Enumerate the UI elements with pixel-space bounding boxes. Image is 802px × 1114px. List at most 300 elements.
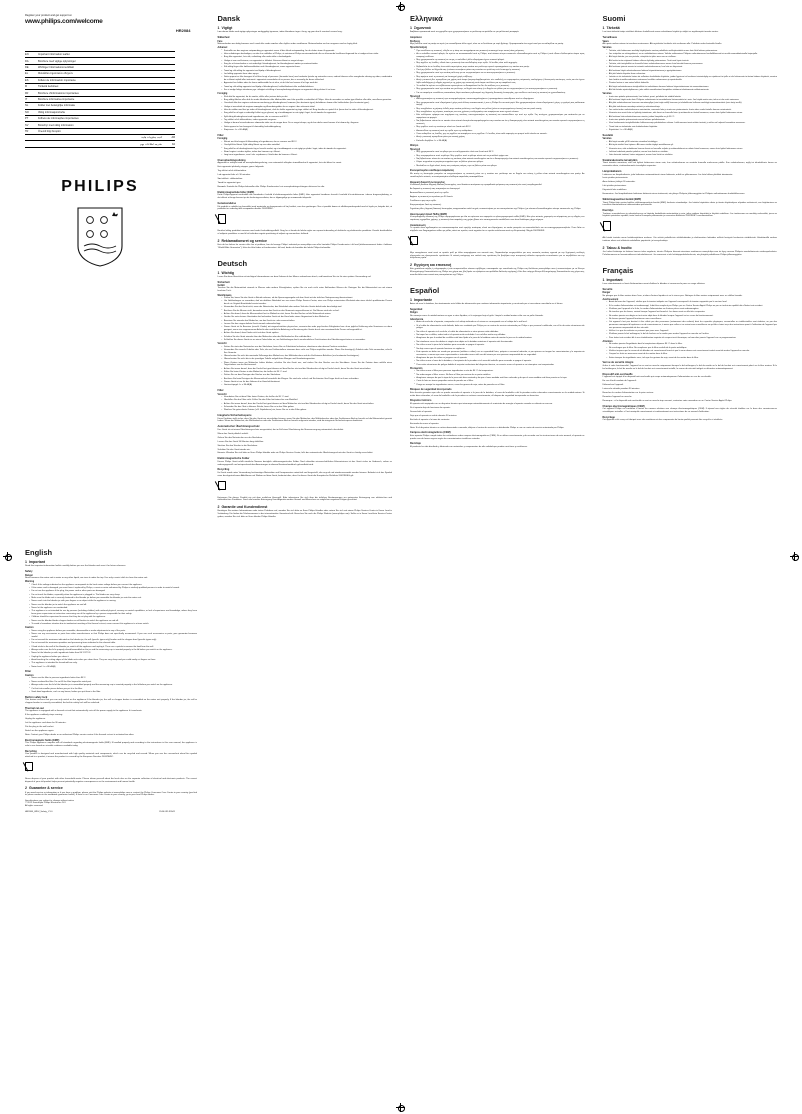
es-thermal-step-2: Deje que el aparato se enfríe durante 30 minutos. — [410, 414, 458, 417]
es-thermal-step-4: Encienda de nuevo el aparato. — [410, 422, 440, 425]
table-of-contents — [25, 51, 175, 148]
da-section-1-number: 1 — [217, 26, 220, 30]
list-item: • Coupez les fruits en morceaux avant de les mettre dans le filtre. — [607, 353, 778, 356]
list-item: • Avoid touching the cutting edges of the blade units when you clean them. They are very sharp and you could easily cut fingers on them. — [29, 659, 197, 662]
el-caution-heading: Προσοχή — [410, 96, 421, 98]
list-item: • Do not exceed the maximum quantities and processing times indicated in the relevant table. — [29, 642, 197, 645]
list-item: • Überschreiten Sie nicht die maximale Füllmenge des Mixbechers, des Mühlenbechers und der Zerkleinerer-Behälters (nur bestimmte Gerätetypen). — [222, 355, 393, 358]
list-item: • Lad aldrig apparatet køre uden opsyn. — [222, 73, 393, 76]
list-item: • Liota kuivatut tuotteet, kuten soijapavut, ennen kuin lisäät ne siivilään. — [607, 154, 778, 157]
toc-lang-code: AR — [171, 136, 176, 140]
toc-lang-code: FR — [25, 91, 29, 95]
da-intro: Læs denne folder med vigtige oplysninger omhyggeligt igennem, inden blenderen tages i brug, og gem den til eventuel senere brug. — [217, 31, 343, 34]
model-number: HR2084 — [175, 28, 191, 33]
en-thermal-step-4: Switch on the appliance again. — [25, 729, 55, 732]
crossed-out-wheelie-bin-icon — [218, 481, 226, 491]
list-item: • Kontrollér om den angivne netspænding på apparatet svarer til den lokale netspænding, før du slutter strøm til apparatet. — [222, 50, 393, 53]
registration-mark-right — [790, 552, 799, 561]
toc-lang-title: Önemli bilgi broşürü — [38, 129, 61, 133]
toc-row — [25, 141, 175, 147]
fi-recycling-text: Tuotteen suunnittelussa ja valmistuksessa on käytetty laadukkaita materiaaleja ja osia, jotka voidaan kierrättää ja käyttää uudelleen. Jos tuotteeseen on merkitty roskasäiliö, jossa on käytöstä poistettua symboli, tuote kuuluu Euroopan parlamentin ja neuvoston direktiivin 2002/96/EY soveltamisalaan. — [602, 212, 777, 218]
column-3 — [401, 14, 594, 1104]
toc-lang-title: Viktig informasjonshefte — [38, 110, 65, 114]
list-item: • Εάν κολλήσουν τρόφιμα στα τοιχώματα της κανάτας, απενεργοποιήστε τη συσκευή και αποσυνδέστε την από την πρίζα. Στη συνέχεια, χρησιμοποιήστε μια σπάτουλα για να αφαιρέσετε το φαγητό. — [414, 114, 585, 119]
list-item: • Ne surchargez pas le filtre. Ne remplissez pas le filtre au-delà de la partie métallique. — [607, 347, 778, 350]
list-item: • Veillez à ce que les enfants ne puissent pas jouer avec l'appareil. — [607, 330, 778, 333]
list-item: • Læg tørre ingredienser, som f.eks. sojabønner, i blød inden de kommes i filteret. — [222, 154, 393, 157]
el-recycling-text-2: Μην απορρίπτετε ποτέ αυτό το προϊόν μαζί με άλλα απορρίμματα του σπιτιού σας. Παρακαλούμε ενημερωθείτε για τους τοπικούς κανόνες σχετικά με την ξεχωριστή συλλογή ηλεκτρικών και ηλεκτρονικών προϊόντων. Η σωστή απόρριψη του παλιού σας προϊόντος θα βοηθήσει στην αποτροπή πιθανών αρνητικών επιπτώσεων για το περιβάλλον και την ανθρώπινη υγεία. — [410, 251, 585, 260]
el-danger-text: Μην βυθίζετε ποτέ το μοτέρ σε νερό ή σε οποιοδήποτε άλλο υγρό, ούτε να το ξεπλένετε με νερό βρύσης. Χρησιμοποιείτε ένα υγρό πανί για να καθαρίζετε το μοτέρ. — [410, 42, 564, 45]
fi-recycling-heading: Kierrätys — [602, 209, 614, 213]
de-section-2-number: 2 — [217, 505, 220, 510]
list-item: • Brug aldrig tilbehør eller dele fra andre fabrikanter eller tilbehør/dele som ikke specifikt er anbefalet af Philips. Hvis du anvender en sådan type tilbehør eller dele, annulleres garantien. — [222, 99, 393, 102]
list-item: • Αυτή η συσκευή δεν προορίζεται για χρήση από άτομα (συμπεριλαμβανομένων των παιδιών) με περιορισμένες σωματικές, αισθητήριες ή διανοητικές ικανότητες, εκτός και εάν έχουν λάβει καθοδήγηση ή οδηγίες σχετικά με τη χρήση της συσκευής από άτομο υπεύθυνο για την ασφάλειά τους. — [414, 79, 585, 84]
es-safety-heading: Seguridad — [410, 307, 423, 311]
es-warning-heading: Advertencia — [410, 319, 424, 322]
de-intro: Lesen Sie diese Broschüre mit wichtigen Informationen vor dem Gebrauch des Mixers aufmerksam durch, und bewahren Sie sie für eine spätere Verwendung auf. — [217, 275, 372, 278]
toc-lang-code: DA — [25, 59, 29, 63]
list-item: • Tænd og sluk aldrig for apparatet ved hjælp af blenderglasset. — [222, 70, 393, 73]
lang-heading-espanol: Español — [410, 285, 440, 295]
da-section-2-title: Reklamationsret og service — [221, 238, 267, 243]
legal-specs — [25, 800, 175, 814]
doc-code-2: 3140 035 32641 — [159, 811, 175, 814]
el-emf-heading: Ηλεκτρομαγνητικά Πεδία (EMF) — [410, 212, 448, 216]
list-item: • Αν το καλώδιο υποστεί φθορά, θα πρέπει να αντικατασταθεί από τη Philips, από κάποιο κέντρο επισκευών εξουσιοδοτημένο από τη Philips ή από εξίσου εξειδικευμένα άτομα προς αποφυγή κινδύνου. — [414, 53, 585, 58]
de-section-1-title: Wichtig — [221, 270, 235, 275]
el-filter-list — [410, 151, 585, 167]
fi-section-2-heading — [603, 246, 778, 250]
list-item: • Älä käytä sekoituskannua teräyksikköä tai sekoittimen kannua laitteen käynnistämiseen tai sammuttamiseen. — [607, 86, 778, 89]
list-item: • Laitetta ei ole tarkoitettu lasten tai sellaisten henkilöiden käyttöön, joiden fyysinen tai henkinen toimintakyky on rajoittunut tai joilla ei ole kokemusta tai tietoa laitteen käytöstä, muuten kuin heidän turvallisuudestaan vastaavan henkilön valvonnassa ja opastuksella. — [607, 76, 778, 81]
list-item: • Never use the filter to process ingredients hotter than 80°C. — [29, 677, 197, 680]
list-item: • Undgå at røre ved knivene, når apparatet er tilsluttet. Knivenes blevet er meget skarpe. — [222, 60, 393, 63]
toc-lang-code: EL — [25, 72, 29, 76]
list-item: • Soak dried ingredients, such as soy beans, before you put them in the filter. — [29, 691, 197, 694]
de-danger-heading: Gefahr — [217, 285, 225, 288]
list-item: • Älä ylitä taulukossa annettuja määriä ja valmistusaikoja. — [607, 106, 778, 109]
en-safety-heading: Safety — [25, 569, 33, 573]
de-filter-heading: Filter — [217, 389, 224, 393]
es-thermal-note: Nota: Si el disyuntor térmico se activa demasiado a menudo, diríjase al centro de servicio o a distribuidor Philips o con un centro de servicio autorizado por Philips. — [410, 426, 565, 429]
da-thermal-step-0: Hvis apparatet pludselig stopper, gøres følgende: — [217, 166, 265, 169]
fr-section-1-title: Important — [606, 277, 623, 282]
list-item: • Älä ylitä sekoituskannun kannuun maustemyllyn (vain tietyt mallit) kannuun ja teholeikkurin kulhoon merkittyjä enimmäismääriä (vain tietyt mallit). — [607, 102, 778, 105]
list-item: • Cut fruit into smaller pieces before you put it in the filter. — [29, 688, 197, 691]
lang-heading-greek: Ελληνικά — [410, 14, 443, 23]
en-danger-text: Never immerse the motor unit in water or any other liquid, nor rinse it under the tap. Use only a moist cloth to clean the motor unit. — [25, 576, 148, 579]
en-section-1-number: 1 — [25, 560, 27, 564]
da-emf-heading: Elektromagnetiske felter (EMF) — [217, 190, 255, 194]
list-item: • Ne laissez jamais l'appareil fonctionner sans surveillance. — [607, 318, 778, 321]
list-item: • Overfyld ikke filteret. Fyld aldrig filteret op over dets metaldel. — [222, 144, 393, 147]
fi-safety-lock-text: Tämä toiminto varmistaa, että voit kytkeä laitteeseen virran vain, kun sekoituskannu on asetettu kunnolla runko-osan päälle. Kun sekoituskannu, mylly tai teholeikkurin kannu on asennettu oikein, sisäänrakennettu turvakytkin vapautuu. — [602, 162, 777, 168]
da-section-1-title: Vigtigt — [221, 26, 233, 30]
en-thermal-heading: Thermal cut-out — [25, 706, 44, 710]
fi-emf-heading: Sähkömagneettiset kentät (EMF) — [602, 197, 642, 201]
fi-filter-caution-heading: Varoitus — [602, 138, 612, 141]
de-guarantee-text: Benötigen Sie weitere Informationen oder treten Probleme auf, wenden Sie sich bitte an Ihren Philips Händler oder setzen Sie sich mit einem Philips Service-Center in Ihrem Land in Verbindung. Die finden die Telefonnummer in der internationalen Garantieschrift. Besuchen Sie auch die Philips Website (www.philips.com). Sollte es in Ihrem Land kein Service-Center geben, wenden Sie sich bitte an Ihren lokalen Philips Händler. — [217, 510, 392, 518]
fi-caution-heading: Varoitus — [602, 93, 612, 96]
da-caution-heading: Forsigtig — [217, 93, 228, 96]
specs-line-1: Specifications are subject to change without notice — [25, 799, 75, 802]
es-intro: Antes de usar la batidora, lea atentamente este folleto de información que contiene información importante y consérvelo por si necesitara consultarlo en el futuro. — [410, 302, 563, 305]
list-item: • Älä koskaan työnnä sormia tai esineitä sekoituskannuun, kun laite on käynnissä. — [607, 66, 778, 69]
toc-lang-code: NO — [25, 110, 29, 114]
doc-code: HR2084_WEU_Safety_V1.0 — [25, 811, 53, 814]
en-thermal-step-2: Let the appliance cool down for 30 minutes. — [25, 722, 67, 724]
list-item: • To avoid a hazardous situation due to inadvertent resetting of the thermal cut-out, never connect this appliance to a timer switch. — [29, 623, 197, 626]
list-item: • Älä käytä laitetta, jos sen pistoke, virtajohto tai jokin muu osa on viallinen. — [607, 56, 778, 59]
toc-lang-title: دفترچه اطلاعات مهم — [140, 142, 163, 146]
fi-warning-heading: Varoitus — [602, 47, 612, 50]
toc-lang-title: Φυλλάδιο σημαντικών οδηγιών — [38, 72, 73, 76]
el-thermal-text: Η συσκευή διαθέτει θερμική διακοπή λειτουργίας, που διακόπτει αυτόματα την τροφοδοσία ρεύματος στη συσκευή εάν αυτή υπερθερμανθεί. — [410, 184, 543, 187]
da-emf-text: Dette Philips-apparat overholder alle standarder i forhold til elektromagnetiske felter (EMF). Hvis apparatet håndteres korrekt i henhold til instruktionerne i denne brugervejledning, er det sikkert at bruge baseret på de forskningsresultater, der er tilgængelige på nuværende tidspunkt. — [217, 194, 392, 200]
list-item: • Achten Sie immer darauf, dass der Deckel fest geschlossen auf dem Mixbecher sitzt und der Messbecher richtig im Deckel steckt, bevor Sie das Gerät einschalten. — [222, 403, 393, 406]
list-item: • For at undgå farlige situationer pga. utilsigtet nulstilling af overophedningssikringen må apparatet aldrig sluttes til en timer. — [222, 89, 393, 92]
list-item: • Μην χρησιμοποιείτε ποτέ το φίλτρο για να επεξεργαστείτε υλικά πιο ζεστά από 80°C. — [414, 151, 585, 154]
toc-lang-title: Folleto de información importante — [38, 78, 76, 82]
list-item: • Πριν συνδέσετε τη συσκευή, ελέγξτε αν η τάση που αναγράφεται στη συσκευή αντιστοιχεί στην τοπική τάση ρεύματος. — [414, 50, 585, 53]
list-item: • Schließen Sie dieses Gerät nie an einen Zeitschalter an, um Gefährdungen durch versehentliches Zurücksetzen des Überhitzungsschutzes zu vermeiden. — [222, 339, 393, 342]
list-item: • Antes de enchufar el aparato, compruebe si el voltaje indicado en el mismo se corresponde con el voltaje de la red local. — [414, 321, 585, 324]
de-safety-lock-heading: Integrierte Sicherheitssperre — [217, 414, 252, 418]
toc-lang-code: EN — [25, 53, 29, 57]
fi-filter-heading: Suodatin — [602, 133, 614, 137]
en-thermal-note: Note: Contact your Philips dealer or an authorised Philips service centre if the thermal cut-out is activated too often. — [25, 733, 135, 736]
fi-thermal-note: Huomautus: Jos lämpökatkaisin katkaisee laitteesta virran toistuvasti, ota yhteys Philipsin jälleenmyyjään tai Philipsin valtuuttamaan huoltoliikkeeseen. — [602, 193, 745, 196]
lang-heading-francais: Français — [602, 265, 634, 275]
list-item: • N'utilisez pas l'appareil si la fiche, le cordon d'alimentation ou d'autres pièces sont endommagées. — [607, 308, 778, 311]
list-item: • Μην υπερβαίνετε τη μέγιστη ένδειξη στην κανάτα μπλέντερ, στο δοχείο του μύλου (μόνο σε συγκεκριμένους τύπους) και στο μπολ κοπής. — [414, 108, 585, 111]
de-thermal-step-0: Wenn das Gerät plötzlich anhält: — [217, 432, 249, 435]
list-item: • Berühren Sie die Messer nicht, besonders wenn das Gerät an das Stromnetz angeschlossen ist. Die Messer sind sehr scharf. — [222, 310, 393, 313]
list-item: • Avant de brancher l'appareil, vérifiez que la tension indiquée sur l'appareil correspond à la tension supportée par le secteur local. — [607, 301, 778, 304]
list-item: • Skær frugten i mindre stykker, inden den kommes op i filteret. — [222, 151, 393, 154]
list-item: • Asegúrese siempre de que la tapa de la jarra esté bien montada y de que el vaso medidor esté bien colocado y de que el vaso medidor esté bien puesto en la tapa. — [414, 377, 585, 380]
de-thermal-note: Hinweis: Wenden Sie sich bitte an Ihren Philips Händler oder ein Philips Service-Center, falls der automatische Überhitzungsschutz das Gerät zu häufig ausschaltet. — [217, 452, 373, 455]
en-recycling-text: Your product is designed and manufactured with high quality materials and components, which can be recycled and reused. When you see the crossed-out wheel bin symbol attached to a product, it means the product is covered by the European Directive 2002/96/EC. — [25, 753, 197, 758]
toc-lang-code: IT — [25, 98, 28, 102]
fr-thermal-step-3: Branchez le cordon d'alimentation sur la prise secteur. — [602, 391, 654, 394]
da-danger-text: Motorenheden må aldrig kommes ned i vand eller andre væsker eller skylles under vandhanen. Motorenheden må kun rengøres med en fugtig klud. — [217, 42, 358, 45]
en-section-1-heading — [25, 560, 197, 564]
list-item: • Hvis der sidder mad fast på siden af blenderglasset, skal du slukke apparatet og tage stikket ud. Brug derefter en spatel til at fjerne den fra siden af blenderglasset. — [222, 109, 393, 112]
list-item: • Ponga en remojo los ingredientes secos, como las granos de soja, antes de ponerlos en el filtro. — [414, 384, 585, 387]
de-section-1-heading — [218, 271, 393, 275]
list-item: • No utilice nunca el filtro para procesar ingredientes a más de 80 °C de temperatura. — [414, 370, 585, 373]
es-danger-text: No sumerja nunca la unidad motora en agua u otros líquidos, ni la enjuague bajo el grifo. Limpie la unidad motora sólo con un paño húmedo. — [410, 314, 544, 317]
da-filter-heading: Filter — [217, 133, 224, 137]
list-item: • Pienten lasten ei saa antaa leikkiä laitteella. — [607, 82, 778, 85]
en-safety-lock-text: This feature ensures that you can only switch on the appliance if the blender jar, the mill or chopper beaker is assembled on the motor unit properly. If the blender jar, the mill or chopper beaker is correctly assembled, the built-in safety lock will be unlocked. — [25, 699, 197, 704]
list-item: • Sørg altid for at låget er ordentligt lukket og på glasset, og at målebægeret er sat rigtigt i låget, før du tænder for apparatet. — [222, 112, 393, 115]
de-safety-heading: Sicherheit — [217, 280, 230, 284]
es-section-1-heading — [410, 298, 585, 302]
fi-thermal-step-2: Liitä pistoke pistorasiaan. — [602, 185, 627, 188]
da-thermal-step-3: Sæt stikket i stikkontakten. — [217, 178, 243, 181]
brand-logo-area — [25, 178, 175, 268]
list-item: • Berühren Sie beim Reinigen der Messereinheit keinesfalls die Klingen. Sie sind sehr scharf, und Sie könnten Ihre Finger leicht an ihnen schneiden. — [222, 378, 393, 381]
list-item: • Never use any accessories or parts from other manufacturers or that Philips does not specifically recommend. If you use such accessories or parts, your guarantee becomes invalid. — [29, 633, 197, 638]
list-item: • Ziehen Sie stets den Netzstecker aus der Steckdose, bevor Sie ein Zubehörteil aufsetzen, abnehmen oder dessen Position verändern. — [222, 346, 393, 349]
fr-danger-text: Ne plongez pas le bloc moteur dans l'eau, ni dans d'autres liquides et ne le rincez pas. Nettoyez le bloc moteur uniquement avec un chiffon humide. — [602, 294, 743, 297]
fr-warning-heading: Avertissement — [602, 298, 619, 301]
list-item: • If food sticks to the wall of the blender jar, switch off the appliance and unplug it. Then use a spatula to remove the food from the wall. — [29, 646, 197, 649]
list-item: • Never use the blender blades chopper beaker or mill beaker to switch the appliance on and off. — [29, 620, 197, 623]
de-emf-text: Dieses Philips Gerät erfüllt sämtliche Normen bezüglich elektromagnetischer Felder. Nach aktuellen wissenschaftlichen Erkenntnissen ist das Gerät sicher im Gebrauch, sofern es ordnungsgemäß und entsprechend den Anweisungen in diesem Benutzerhandbuch gehandhabt wird. — [217, 460, 392, 466]
list-item: • Varo koskemasta teräyksikköiden leikkuureunoja puhdistuksen aikana. Leikkuureunat ovat erittäin terävät, ja niihin voi helposti haavoittaa sormensa. — [607, 122, 778, 125]
list-item: • Älä liitä laitetta ajastinkytkimeen, jotta vältät vaaratilanteet lämpötilan säätimen tahattomasta nollautumisesta. — [607, 89, 778, 92]
en-filter-caution-heading: Caution — [25, 675, 34, 678]
toc-lang-title: Wichtiger Informationsmerkblatt — [38, 66, 74, 70]
el-section-1-title: Σημαντικό — [413, 26, 431, 30]
fr-recycling-text: Cet appareil a été conçu et fabriqué avec des matériaux et des composants de haute qualité pouvant être recyclés et réutilisés. — [602, 419, 723, 422]
da-safety-heading: Sikkerhed — [217, 35, 230, 39]
list-item: • Ne touchez pas les lames, surtout lorsque l'appareil est branché. Les lames sont en effet très coupantes. — [607, 311, 778, 314]
list-item: • Απενεργοποιήστε τη συσκευή πριν συναρμολογήσετε, αποσυναρμολογήσετε ή προσαρμόσετε οποιοδήποτε από τα εξαρτήματα. — [414, 98, 585, 101]
fr-thermal-step-0: En cas d'arrêt soudain de l'appareil : — [602, 380, 637, 383]
list-item: • Benutzen Sie niemals den Mixbecher, um das Gerät ein- oder auszuschalten. — [222, 320, 393, 323]
list-item: • Always make sure the lid is properly closed/assembled on the jar and the measuring cup is inserted properly in the lid before you switch on the appliance. — [29, 649, 197, 652]
toc-lang-title: Tärkeitä tiedotteet — [38, 85, 59, 89]
list-item: • Überschreiten Sie nicht die in der jeweiligen Tabelle aufgeführten Mengen und Verarbeitungszeiten. — [222, 358, 393, 361]
fr-recycling-heading: Recyclage — [602, 415, 615, 419]
list-item: • Tænd og sluk aldrig apparatet ved hjælp af blenderglasset, hakketilbehøret eller møllebeholderen. — [222, 86, 393, 89]
fr-thermal-step-4: Remettez l'appareil en marche. — [602, 395, 633, 398]
list-item: • Μην χρησιμοποιείτε τη συσκευή αν το φις, το καλώδιο ή άλλα εξαρτήματα έχουν υποστεί φθορά. — [414, 59, 585, 62]
fi-thermal-heading: Lämpökatkaisin — [602, 169, 622, 173]
es-emf-text: Este aparato Philips cumple todos los estándares sobre campos electromagnéticos (CEM). Si se utiliza correctamente y de acuerdo con las instrucciones de este manual, el aparato se puede usar de forma segura según los conocimientos científicos actuales. — [410, 434, 585, 440]
de-filter-caution-heading: Vorsicht — [217, 393, 227, 396]
list-item: • Do not exceed the maximum indicated on the blender jar, the mill (specific types only) beaker and the chopper bowl (specific types only). — [29, 639, 197, 642]
registration-mark-left — [3, 552, 12, 561]
de-section-1-number: 1 — [217, 270, 220, 275]
page-columns — [16, 14, 786, 1104]
da-thermal-note: Bemærk: Kontakt din Philips-forhandler eller Philips Kundecenter hvis overophedningssikringen aktiveres for ofte. — [217, 186, 325, 189]
lang-heading-english: English — [25, 548, 53, 557]
fi-recycling-text-2: Älä hävitä tuotetta muun kotitalousjätteen mukana. Ota selvää paikallisista sähkölaitteiden ja elektronisten laitteiden erillistä keräystä koskevista säädöksistä. Hävittämällä vanhan tuotteen oikein voit ehkäistä mahdollisia ympäristö- ja terveyshaittoja. — [602, 237, 777, 243]
list-item: • Älä koske teriin erityisesti laitteen ollessa kytketty pistorasiaan. Terät ovat hyvin teräviä. — [607, 60, 778, 63]
list-item: • Corte la fruta en trozos pequeños antes de ponerla en el filtro. — [414, 380, 585, 383]
da-section-2-number: 2 — [217, 238, 220, 243]
en-intro: Read this important information leaflet carefully before you use the blender and save it for future reference. — [25, 565, 127, 568]
toc-lang-title: Brochure med vigtige oplysninger — [38, 59, 76, 63]
lang-heading-deutsch: Deutsch — [217, 258, 248, 268]
list-item: • Greifen Sie unter keinen Umständen bei laufendem Gerät mit der Hand oder einem Gegenstand in den Mixbecher. — [222, 316, 393, 319]
toc-lang-title: Brochure informativa importante — [38, 98, 75, 102]
es-section-1-title: Importante — [413, 297, 433, 302]
list-item: • Τα παιδιά θα πρέπει να επιβλέπονται προκειμένου να διασφαλιστεί ότι δεν θα παίζουν με τη συσκευή. — [414, 85, 585, 88]
english-section — [25, 548, 197, 798]
list-item: • N'utilisez jamais le bol mélangeur, le bol du hachoir ou le moulin pour mettre l'appareil en marche ou l'arrêter. — [607, 333, 778, 336]
fr-safety-lock-text: Grâce à cette fonctionnalité, l'appareil ne se met en marche uniquement lorsque le bol mélangeur, le bol du moulin ou le bol du hachoir est correctement placé sur le bloc moteur. Si le bol mélangeur, le bol du moulin ou le bol du hachoir est correctement installé, le verrou de sécurité intégré se désactive automatiquement. — [602, 365, 777, 370]
es-safety-lock-text: Esta función garantiza que sólo se pueda encender el aparato si la jarra de la batidora, el vaso del molinillo o del la picadora están colocados correctamente en la unidad motora. Si están bien colocados, el vaso del molinillo o de la picadora se activan correctamente, el bloqueo de seguridad incorporado se desactiva. — [410, 391, 585, 397]
el-thermal-note: Σημείωση: Αν η θερμική διακοπή λειτουργίας ενεργοποιείται πολύ συχνά, επικοινωνήστε με τον αντιπρόσωπο της Philips ή με κάποιο εξουσιοδοτημένο κέντρο επισκευών της Philips. — [410, 207, 582, 210]
list-item: • Achten Sie immer darauf, dass der Deckel fest geschlossen auf dem Becher sitzt und der Messbecher richtig im Deckel steckt, bevor Sie das Gerät einschalten. — [222, 368, 393, 371]
el-warning-heading: Προειδοποίηση — [410, 47, 428, 50]
en-caution-list — [25, 630, 197, 669]
list-item: • Dette apparat er ikke beregnet til at blive brugt af personer (herunder børn) med nedsatte fysiske og motoriske evner, nedsat følesans eller manglende erfaring og viden, medmindre de er blevet vejledt eller instrueret i apparatets anvendelse af en person, der er ansvarlig for deres sikkerhed. — [222, 76, 393, 81]
el-section-1-number: 1 — [410, 26, 412, 30]
list-item: • Hvis netledningen beskadiges, må den kun udskiftes af Philips, et autoriseret Philips-serviceværksted eller en tilsvarende kvalificeret fagmand for at undgå enhver risiko. — [222, 53, 393, 56]
list-item: • Sørg for at knivenheden er sat ordentligt i blenderglasset, før blenderglasset sættes på motorenheden. — [222, 63, 393, 66]
list-item: • Jos virtajohto on vahingoittunut, se on vaihdatettava uuteen. Vaihda vaihtaminen Philipsin valtuuttamassa huoltoliikkeessä tai muulla ammattitaitoisella korjaajalla. — [607, 53, 778, 56]
el-thermal-step-3: Συνδέστε το φις στην πρίζα. — [410, 199, 437, 202]
da-danger-heading: Fare — [217, 40, 223, 43]
da-thermal-heading: Overophedningssikring — [217, 158, 246, 162]
fi-safety-lock-heading: Sisäänrakennettu turvakytkin — [602, 158, 638, 162]
en-recycling-heading: Recycling — [25, 749, 37, 753]
el-safety-lock-heading: Ενσωματωμένο κλείδωμα ασφαλείας — [410, 169, 455, 173]
da-caution-list — [218, 96, 393, 132]
en-section-2-title: Guarantee & service — [28, 786, 63, 791]
list-item: • Make sure the blade unit is securely fastened to the blender jar before you assemble the blender jar onto the motor unit. — [29, 597, 197, 600]
toc-lang-code: NL — [25, 104, 29, 108]
toc-lang-title: كتيب معلومات هامة — [141, 136, 163, 140]
list-item: • Sørg altid for at blenderglassets låg er korrekt samlet, og at målebægeret er sat rigtigt på plads i låget, inden du tænder for apparatet. — [222, 148, 393, 151]
fr-thermal-text: L'appareil est équipé d'un dispositif anti-surchauffe qui coupe automatiquement l'alimentation en cas de surchauffe. — [602, 376, 712, 379]
list-item: • Brug ikke apparatet, hvis stik, netledning eller andre dele er beskadigede. — [222, 56, 393, 59]
list-item: • Vérifiez toujours que le couvercle du blender est correctement fermé et que la verre doseur est correctement inséré avant de mettre l'appareil en marche. — [607, 350, 778, 353]
el-thermal-step-0: Αν ξαφνικά η συσκευή σας σταματήσει να λειτουργεί: — [410, 188, 460, 191]
list-item: • Μην χρησιμοποιείτε ποτέ την κανάτα μπλέντερ για να ενεργοποιήσετε και να απενεργοποιήσετε τη συσκευή. — [414, 72, 585, 75]
list-item: • Achten Sie darauf, dass Kinder nicht mit dem Gerät spielen. — [222, 332, 393, 335]
list-item: • Stik aldrig fingre eller køkkenredskaber ned i blenderglasset, mens apparatet kører. — [222, 66, 393, 69]
fi-thermal-step-0: Irrota pistoke pistorasiasta. — [602, 177, 629, 180]
es-thermal-step-0: Si el aparato deja de funcionar de repente: — [410, 406, 451, 409]
list-item: • Για να αποφύγετε επικίνδυνες καταστάσεις λόγω ακούσιου μηδενισμού της θερμικής διακοπής λειτουργίας, μην συνδέετε ποτέ αυτή τη συσκευή σε χρονοδιακόπτη. — [414, 92, 585, 95]
el-thermal-step-4: Ενεργοποιήστε ξανά τη συσκευή. — [410, 203, 442, 206]
list-item: • Never use the blender jar to switch the appliance on and off. — [29, 604, 197, 607]
philips-website: www.philips.com/welcome — [25, 18, 103, 25]
list-item: • Apparatet bør holdes uden for børns rækkevidde for at sikre, at de ikke kan komme til at lege med det. — [222, 82, 393, 85]
en-safety-lock-heading: Built-in safety lock — [25, 695, 48, 699]
fi-section-2-number: 2 — [602, 245, 605, 250]
list-item: • Støjniveau: Lc = 86 dB(A) — [222, 129, 393, 132]
fi-thermal-step-1: Anna laitteen jäähtyä 30 minuuttia. — [602, 181, 636, 184]
de-recycling-text: Ihr Gerät wurde unter Verwendung hochwertiger Materialien und Komponenten entwickelt und hergestellt, die recycelt und wiederverwendet werden können. Befindet sich das Symbol einer durchgestrichenen Abfalltonne auf Rädern auf dem Gerät, bedeutet dies, dass für dieses Gerät die Europäische Richtlinie 2002/96/EG gilt. — [217, 471, 392, 477]
list-item: • Ne mettez jamais d'ingrédients dont la température dépasse 80 °C dans le filtre. — [607, 343, 778, 346]
lang-heading-suomi: Suomi — [602, 14, 626, 23]
es-section-1-number: 1 — [410, 297, 412, 302]
list-item: • Dette apparat er kun beregnet til almindelig husholdningsbrug. — [222, 126, 393, 129]
list-item: • Älä täytä siivilää liian täyteen. Älä anna siivilän täyttyä metalliosaan yli. — [607, 144, 778, 147]
list-item: • Prüfen Sie, bevor Sie das Gerät in Betrieb nehmen, ob die Spannungsangabe auf dem Gerät mit der örtlichen Netzspannung übereinstimmt. — [222, 297, 393, 300]
list-item: • Never reach into the blender jar with your fingers or an object while the appliance is running. — [29, 600, 197, 603]
fi-safety-heading: Turvallisuus — [602, 35, 618, 39]
fi-danger-text: Älä upota runkoa veteen tai muuhun nesteeseen. Älä myöskään huuhtele sitä vesihanan alla. Puhdista runko kostealla liinalla. — [602, 42, 722, 45]
en-section-1-title: Important — [28, 560, 46, 564]
de-section-2-heading — [218, 505, 393, 509]
es-recycling-heading: Reciclaje — [410, 442, 421, 446]
en-filter-heading: Filter — [25, 670, 32, 674]
fr-thermal-step-1: Débranchez l'appareil. — [602, 384, 624, 387]
el-thermal-heading: Θερμική διακοπή λειτουργίας — [410, 180, 445, 184]
fi-guarantee-text: Jos haluat lisätietoja tai laitteen kanssa tulee ongelmia, tutustu Philipsin Internet-sivustoon osoitteessa www.philips.com tai kysy neuvoa Philipsin maakohtaisesta asiakaspalvelusta. Puhelinnumero on kansainvälisessä takuulehtisessä. Jos maassasi ei ole kuluttajapalvelukeskusta, ota yhteyttä paikalliseen Philips-jälleenmyyjään. — [602, 251, 777, 256]
list-item: • Tarkista, että laitteeseen merkitty käyttöjännite vastaa paikallista verkkojännitettä ennen kuin liität laitteen pistorasiaan. — [607, 50, 778, 53]
de-thermal-step-4: Schalten Sie das Gerät wieder ein. — [217, 448, 251, 451]
en-thermal-step-0: If the appliance suddenly stops running: — [25, 714, 63, 717]
list-item: • Verarbeiten Sie mit dem Filter keine Zutaten, die heißer als 80 °C sind. — [222, 396, 393, 399]
list-item: • Αποσυνδέετε τη συσκευή από την πρίζα πριν την καθαρίσετε. — [414, 130, 585, 133]
toc-lang-code: PT — [25, 117, 29, 121]
fr-section-1-number: 1 — [602, 277, 605, 282]
list-item: • Noise level: Lc = 86 dB(A) — [29, 666, 197, 669]
en-filter-list — [25, 677, 197, 693]
fi-thermal-text: Laitteessa on lämpökatkaisin, joka katkaisee automaattisesti virran laitteesta, mikäli se ylikuumenee. Jos laite lakkaa yhtäkkiä toimimasta: — [602, 173, 733, 176]
da-warning-list — [218, 50, 393, 92]
es-thermal-text: El aparato está equipado con un disyuntor térmico que interrumpe automáticamente el suministro de energía al aparato cuando se calienta en exceso. — [410, 402, 553, 405]
da-section-2-heading — [218, 239, 393, 243]
en-section-2-heading — [25, 786, 197, 790]
list-item: • Never using the appliance before you assemble, disassemble or make adjustments to any of the parts. — [29, 630, 197, 633]
list-item: • This appliance is not intended for use by persons (including children) with reduced physical, sensory or mental capabilities, or lack of experience and knowledge, unless they have been given supervision or instruction concerning use of the appliance by a person responsible for their safety. — [29, 610, 197, 615]
da-recycling-heading: Genanvendelse — [217, 201, 236, 205]
toc-lang-code: SV — [25, 123, 29, 127]
list-item: • Varmista aina ennä laite on kytketty toimintaan, että kansi on kunnolla kiinni ja mittamuki on tiiviisti kannessa, ennen kuin kytket laitteeseen virran. — [607, 112, 778, 115]
es-thermal-step-1: Desenchufe el aparato. — [410, 410, 433, 413]
list-item: • Βεβαιωθείτε ότι οι λεπίδες είναι καλά στερεωμένες στην κανάτα του μπλέντερ προτού προσαρμόσετε την κανάτα στο μοτέρ. — [414, 66, 585, 69]
list-item: • No introduzca nunca los dedos ni ningún otro objeto en la batidora mientras el aparato esté funcionando. — [414, 341, 585, 344]
da-filter-list — [218, 141, 393, 157]
en-danger-heading: Danger — [25, 574, 33, 577]
list-item: • Überfüllen Sie den Filter nicht. Füllen Sie den Filter höchstens bis zum Metallteil. — [222, 399, 393, 402]
list-item: • Schalten Sie das Gerät niemals über den Mixbecher oder den Mühlenbecher Ein und/oder Aus. — [222, 336, 393, 339]
list-item: • Children should be supervised to ensure that they do not play with the appliance. — [29, 616, 197, 619]
list-item: • Όταν καθαρίζετε τις λεπίδες, μην τις αγγίζετε και αποφύγετε να τις αγγίξετε. Οι λεπίδες είναι πολύ κοφτερές και μπορεί πολύ εύκολα να κοπούν. — [414, 133, 585, 136]
de-danger-text: Tauchen Sie die Motoreinheit niemals in Wasser oder andere Flüssigkeiten; spülen Sie sie auch nicht unter fließendem Wasser ab. Reinigen Sie die Motoreinheit nur mit einem feuchten Tuch. — [217, 287, 392, 293]
column-2 — [209, 14, 402, 1104]
registration-mark-top — [396, 2, 405, 11]
fi-section-1-title: Tärkeää — [606, 26, 620, 30]
el-caution-list — [410, 98, 585, 142]
list-item: • If the mains cord is damaged, you must have it replaced by Philips, a service centre authorised by Philips or similarly qualified persons in order to avoid a hazard. — [29, 587, 197, 590]
list-item: • Asegúrese de que los niños no jueguen con el aparato. — [414, 357, 585, 360]
toc-lang-code: FA — [171, 142, 176, 146]
list-item: • Dieses Gerät ist nur für den Gebrauch im Haushalt bestimmt. — [222, 381, 393, 384]
toc-lang-title: Folheto de informações importantes — [38, 117, 79, 121]
es-safety-lock-heading: Bloqueo de seguridad incorporado — [410, 388, 452, 392]
da-recycling-text-2: Bortskaf aldrig produktet sammen med andet husholdningsaffald. Sørg for at kende de lokale regler om separat indsamling af elektriske og elektroniske produkter. Korrekt bortskaffelse af udtjente produkter er med til at forhindre negativ påvirkning af miljøet og menneskers helbred. — [217, 230, 392, 235]
list-item: • Μην χρησιμοποιείτε ποτέ την κανάτα του μπλέντερ, το δοχείο του κόπτη ή το δοχείο του μύλου για να ενεργοποιήσετε ή να απενεργοποιήσετε τη συσκευή. — [414, 88, 585, 91]
list-item: • Tag stikket ud af stikkontakten, inden apparatet rengøres. — [222, 119, 393, 122]
fr-safety-heading: Sécurité — [602, 287, 613, 291]
es-thermal-heading: Disyuntor térmico — [410, 399, 432, 403]
crossed-out-wheelie-bin-icon — [218, 214, 226, 224]
crossed-out-wheelie-bin-icon — [25, 762, 33, 772]
list-item: • No sobrecargue el filtro. nunca. No llene el filtro por encima de su parte metálica. — [414, 374, 585, 377]
da-thermal-step-1: Tag stikket ud af stikkontakten. — [217, 170, 247, 173]
fr-caution-heading: Attention — [602, 341, 613, 344]
es-emf-heading: Campos electromagnéticos (CEM) — [410, 431, 451, 435]
fr-safety-lock-heading: Verrou de sécurité intégré — [602, 361, 634, 365]
list-item: • Μην αφήνετε ποτέ τη συσκευή να λειτουργεί χωρίς επίβλεψη. — [414, 76, 585, 79]
el-recycling-heading: Ανακύκλωση — [410, 223, 426, 227]
en-recycling-text-2: Never dispose of your product with other household waste. Please inform yourself about the local rules on the separate collection of electrical and electronic products. The correct disposal of your old product helps prevent potentially negative consequences on the environment and human health. — [25, 777, 197, 783]
list-item: • Κόψτε τα φρούτα σε μικρότερα κομμάτια πριν τα βάλετε μέσα στο φίλτρο. — [414, 161, 585, 164]
fr-emf-text: Cet appareil Philips est conforme à toutes les normes relatives aux champs électromagnétiques (CEM). Il répond aux règles de sécurité établies sur la base des connaissances scientifiques actuelles s'il est manipulé correctement et conformément aux instructions de ce manuel d'utilisation. — [602, 408, 777, 413]
el-danger-heading: Κίνδυνος — [410, 40, 421, 43]
de-thermal-step-1: Ziehen Sie den Netzstecker aus der Steckdose. — [217, 436, 263, 439]
el-guarantee-text: Εάν χρειάζεστε σέρβις ή πληροφορίες ή εάν αντιμετωπίζετε κάποιο πρόβλημα, επισκεφτείτε την τοποθεσία της Philips στη διεύθυνση www.philips.com ή επικοινωνήστε με το Κέντρο Εξυπηρέτησης Καταναλωτών της Philips στη χώρα σας (θα βρείτε το τηλέφωνο στο φυλλάδιο διεθνούς εγγύησης). Εάν δεν υπάρχει Κέντρο Εξυπηρέτησης Καταναλωτών στη χώρα σας, απευθυνθείτε στον τοπικό σας αντιπρόσωπο της Philips. — [410, 268, 585, 276]
list-item: • Irrota aina pistoke pistorasiasta, kun kokoat, purat, puhdistat tai säädät laitetta. — [607, 96, 778, 99]
fi-section-1-heading — [603, 26, 778, 30]
de-emf-heading: Elektromagnetische Felder — [217, 457, 250, 461]
list-item: • Verwenden Sie das Gerät nicht, wenn der Netzstecker, das Netzkabel oder andere Teile des Geräts defekt oder beschädigt sind. — [222, 306, 393, 309]
specs-line-2: © 2012 Koninklijke Philips Electronics N.V. — [25, 802, 67, 805]
